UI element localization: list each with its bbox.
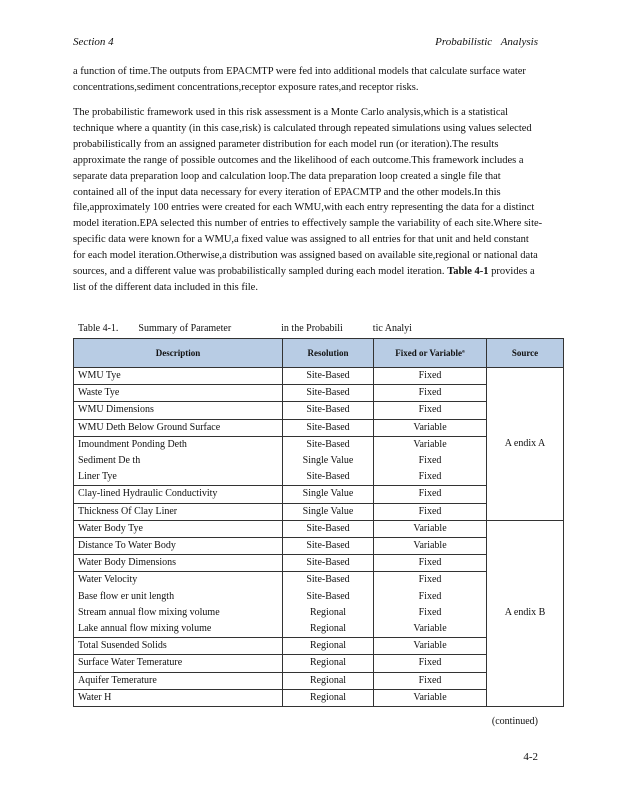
parameter-description: Imoundment Ponding Deth <box>74 436 283 453</box>
source-cell: A endix B <box>487 520 564 706</box>
page-number: 4-2 <box>523 751 538 763</box>
parameter-fixed-variable: Fixed <box>374 486 487 503</box>
parameter-fixed-variable: Fixed <box>374 672 487 689</box>
parameter-resolution: Regional <box>283 689 374 706</box>
parameter-description: Water Body Tye <box>74 520 283 537</box>
table-row <box>74 368 564 385</box>
parameter-resolution: Site-Based <box>283 538 374 555</box>
header-resolution: Resolution <box>283 339 374 368</box>
parameter-fixed-variable: Fixed <box>374 503 487 520</box>
parameter-resolution: Single Value <box>283 453 374 469</box>
header-fixed-variable: Fixed or Variableª <box>374 339 487 368</box>
parameter-description: Total Susended Solids <box>74 638 283 655</box>
parameter-resolution: Regional <box>283 638 374 655</box>
parameter-description: Lake annual flow mixing volume <box>74 621 283 638</box>
parameter-fixed-variable: Fixed <box>374 655 487 672</box>
table-header-row <box>74 339 564 368</box>
continued-note: (continued) <box>491 716 538 727</box>
parameter-description: WMU Tye <box>74 368 283 385</box>
parameter-fixed-variable: Fixed <box>374 453 487 469</box>
parameter-fixed-variable: Fixed <box>374 469 487 486</box>
paragraph-2 <box>73 105 543 296</box>
parameter-resolution: Site-Based <box>283 520 374 537</box>
paragraph-2-text: The probabilistic framework used in this risk assessment is a Monte Carlo analysis,which is a statistical technique where a quantity (in this case,risk) is calculated through repeated simulations using values selected probabilistically from an assigned parameter distribution for each model run (or iteration).The results approximate the range of possible outcomes and the likelihood of each outcome.This framework includes a separate data preparation loop and calculation loop.The data preparation loop created a single file that contained all of the input data necessary for every iteration of EPACMTP and the other models.In this file,approximately 100 entries were created for each WMU,with each entry representing the data for a distinct model iteration.EPA selected this number of entries to effectively sample the variability of each site.Where site-specific data were known for a WMU,a fixed value was assigned to all entries for that unit and held constant for each model iteration.Otherwise,a distribution was assigned based on available site,regional or national data sources, and a different value was probabilistically sampled during each model iteration. <box>73 107 543 278</box>
parameter-fixed-variable: Variable <box>374 638 487 655</box>
parameter-resolution: Site-Based <box>283 385 374 402</box>
parameter-resolution: Regional <box>283 672 374 689</box>
parameter-resolution: Site-Based <box>283 436 374 453</box>
parameter-fixed-variable: Variable <box>374 436 487 453</box>
parameter-description: Base flow er unit length <box>74 589 283 605</box>
parameter-fixed-variable: Variable <box>374 419 487 436</box>
parameter-fixed-variable: Fixed <box>374 555 487 572</box>
paragraph-1: a function of time.The outputs from EPACMTP were fed into additional models that calculate surface water concentrations,sediment concentrations,receptor exposure rates,and receptor risks. <box>73 66 526 93</box>
chapter-header: Probabilistic Analysis <box>435 36 538 48</box>
table-reference: Table 4-1 <box>447 266 489 278</box>
paragraph-2-tail: provides a list of the different data included in this file. <box>73 266 535 293</box>
parameter-fixed-variable: Fixed <box>374 385 487 402</box>
parameter-resolution: Site-Based <box>283 469 374 486</box>
parameter-description: Waste Tye <box>74 385 283 402</box>
parameter-fixed-variable: Variable <box>374 538 487 555</box>
parameter-description: Aquifer Temerature <box>74 672 283 689</box>
parameter-description: Thickness Of Clay Liner <box>74 503 283 520</box>
parameter-resolution: Site-Based <box>283 555 374 572</box>
parameter-resolution: Regional <box>283 621 374 638</box>
header-description: Description <box>74 339 283 368</box>
header-source: Source <box>487 339 564 368</box>
table-row <box>74 520 564 537</box>
parameter-resolution: Site-Based <box>283 589 374 605</box>
parameter-description: Sediment De th <box>74 453 283 469</box>
source-cell: A endix A <box>487 368 564 521</box>
parameter-description: Liner Tye <box>74 469 283 486</box>
parameter-description: Distance To Water Body <box>74 538 283 555</box>
parameter-fixed-variable: Fixed <box>374 402 487 419</box>
parameter-resolution: Site-Based <box>283 368 374 385</box>
parameter-fixed-variable: Fixed <box>374 572 487 589</box>
section-header: Section 4 <box>73 36 114 48</box>
parameter-table <box>73 338 564 707</box>
parameter-resolution: Single Value <box>283 486 374 503</box>
parameter-fixed-variable: Variable <box>374 621 487 638</box>
parameter-fixed-variable: Fixed <box>374 368 487 385</box>
parameter-description: Clay-lined Hydraulic Conductivity <box>74 486 283 503</box>
parameter-resolution: Site-Based <box>283 402 374 419</box>
parameter-description: Water Velocity <box>74 572 283 589</box>
parameter-resolution: Site-Based <box>283 572 374 589</box>
parameter-description: Stream annual flow mixing volume <box>74 605 283 621</box>
parameter-description: Surface Water Temerature <box>74 655 283 672</box>
parameter-fixed-variable: Variable <box>374 520 487 537</box>
parameter-description: WMU Dimensions <box>74 402 283 419</box>
parameter-fixed-variable: Variable <box>374 689 487 706</box>
parameter-resolution: Regional <box>283 605 374 621</box>
table-caption: Table 4-1. Summary of Parameter in the Probabili tic Analyi <box>78 323 412 334</box>
parameter-fixed-variable: Fixed <box>374 589 487 605</box>
parameter-resolution: Single Value <box>283 503 374 520</box>
parameter-description: Water H <box>74 689 283 706</box>
parameter-description: Water Body Dimensions <box>74 555 283 572</box>
parameter-fixed-variable: Fixed <box>374 605 487 621</box>
parameter-resolution: Regional <box>283 655 374 672</box>
table-body <box>74 368 564 707</box>
parameter-description: WMU Deth Below Ground Surface <box>74 419 283 436</box>
parameter-resolution: Site-Based <box>283 419 374 436</box>
